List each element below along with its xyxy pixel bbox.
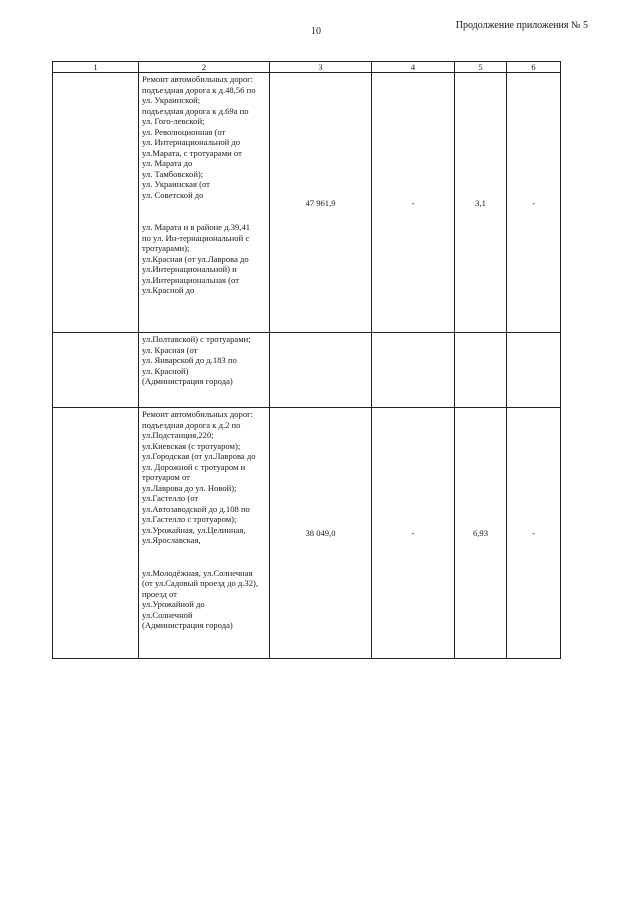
table-cell (53, 73, 139, 333)
description-line: (Администрация города) (142, 376, 233, 387)
description-line: Ремонт автомобильных дорог: (142, 409, 254, 420)
description-line: ул. Январской до д.183 по (142, 355, 237, 366)
appendix-continuation-note: Продолжение приложения № 5 (455, 20, 588, 31)
table-cell (53, 333, 139, 408)
table-cell: - (372, 73, 455, 333)
description-line: ул. Гого-левской; (142, 116, 205, 127)
description-line: ул.Ярославская, (142, 535, 201, 546)
table-cell (507, 333, 561, 408)
description-line: ул.Интернациональной) и (142, 264, 237, 275)
description-line: подъездная дорога к д.69а по (142, 105, 249, 116)
description-line: ул.Подстанция,220; (142, 430, 214, 441)
description-line: ул. Украинская (от (142, 179, 210, 190)
description-line: ул. Советской до (142, 189, 204, 200)
description-line: ул. Дорожной с тротуаром и (142, 461, 246, 472)
description-line: ул.Интернациональная (от (142, 274, 239, 285)
description-line: по ул. Ин-тернациональной с (142, 232, 250, 243)
description-line: ул. Украинской; (142, 95, 201, 106)
table-cell: - (507, 408, 561, 659)
amount-cell: 47 961,9 (270, 73, 372, 333)
description-line: ул.Красной до (142, 285, 195, 296)
description-line: ул. Революционная (от (142, 126, 226, 137)
description-line: ул.Солнечной (142, 609, 193, 620)
table-cell: - (507, 73, 561, 333)
column-header: 1 (53, 62, 139, 73)
column-header: 2 (139, 62, 270, 73)
description-line: ул.Урожайная, ул.Целинная, (142, 524, 246, 535)
appendix-table (52, 61, 561, 659)
table-row (53, 73, 561, 333)
description-line: ул. Тамбовской); (142, 168, 204, 179)
description-line: ул. Красная (от (142, 344, 198, 355)
table-cell (53, 408, 139, 659)
description-line: ул. Красной) (142, 365, 189, 376)
work-description-cell (139, 333, 270, 408)
description-line: ул.Киевская (с тротуаром); (142, 440, 241, 451)
table-cell: 3,1 (455, 73, 507, 333)
work-description-cell (139, 408, 270, 659)
description-line: ул.Гастелло (от (142, 493, 199, 504)
description-line: (Администрация города) (142, 620, 233, 631)
description-line: ул.Лаврова до ул. Новой); (142, 482, 237, 493)
work-description-cell (139, 73, 270, 333)
description-line: ул.Молодёжная, ул.Солнечная (142, 567, 253, 578)
column-header: 4 (372, 62, 455, 73)
amount-cell (270, 333, 372, 408)
description-line: ул. Марата до (142, 158, 193, 169)
description-line: ул.Марата, с тротуарами от (142, 147, 242, 158)
table-header-row (53, 62, 561, 73)
description-line: подъездная дорога к д.48,56 по (142, 84, 256, 95)
description-line: подъездная дорога к д.2 по (142, 419, 241, 430)
description-line: ул.Красная (от ул.Лаврова до (142, 253, 249, 264)
table-cell (455, 333, 507, 408)
amount-cell: 38 049,0 (270, 408, 372, 659)
description-line: ул.Автозаводской до д.108 по (142, 503, 250, 514)
description-line: ул. Марата и в районе д.39,41 (142, 222, 251, 233)
page-number: 10 (311, 26, 321, 37)
table-cell: - (372, 408, 455, 659)
column-header: 3 (270, 62, 372, 73)
table-row (53, 333, 561, 408)
description-line: (от ул.Садовый проезд до д.32), (142, 578, 259, 589)
table-cell: 6,93 (455, 408, 507, 659)
description-line: тротуарами); (142, 243, 190, 254)
column-header: 6 (507, 62, 561, 73)
line-gap (142, 200, 266, 222)
description-line: проезд от (142, 588, 177, 599)
description-line: ул.Городская (от ул.Лаврова до (142, 451, 256, 462)
description-line: тротуаром от (142, 472, 190, 483)
column-header: 5 (455, 62, 507, 73)
line-gap (142, 546, 266, 568)
table-cell (372, 333, 455, 408)
description-line: ул.Гастелло с тротуаром); (142, 514, 237, 525)
table-row (53, 408, 561, 659)
description-line: ул.Полтавской) с тротуарами; (142, 334, 251, 345)
description-line: ул.Урожайной до (142, 599, 205, 610)
description-line: Ремонт автомобильных дорог: (142, 74, 254, 85)
description-line: ул. Интернациональной до (142, 137, 241, 148)
